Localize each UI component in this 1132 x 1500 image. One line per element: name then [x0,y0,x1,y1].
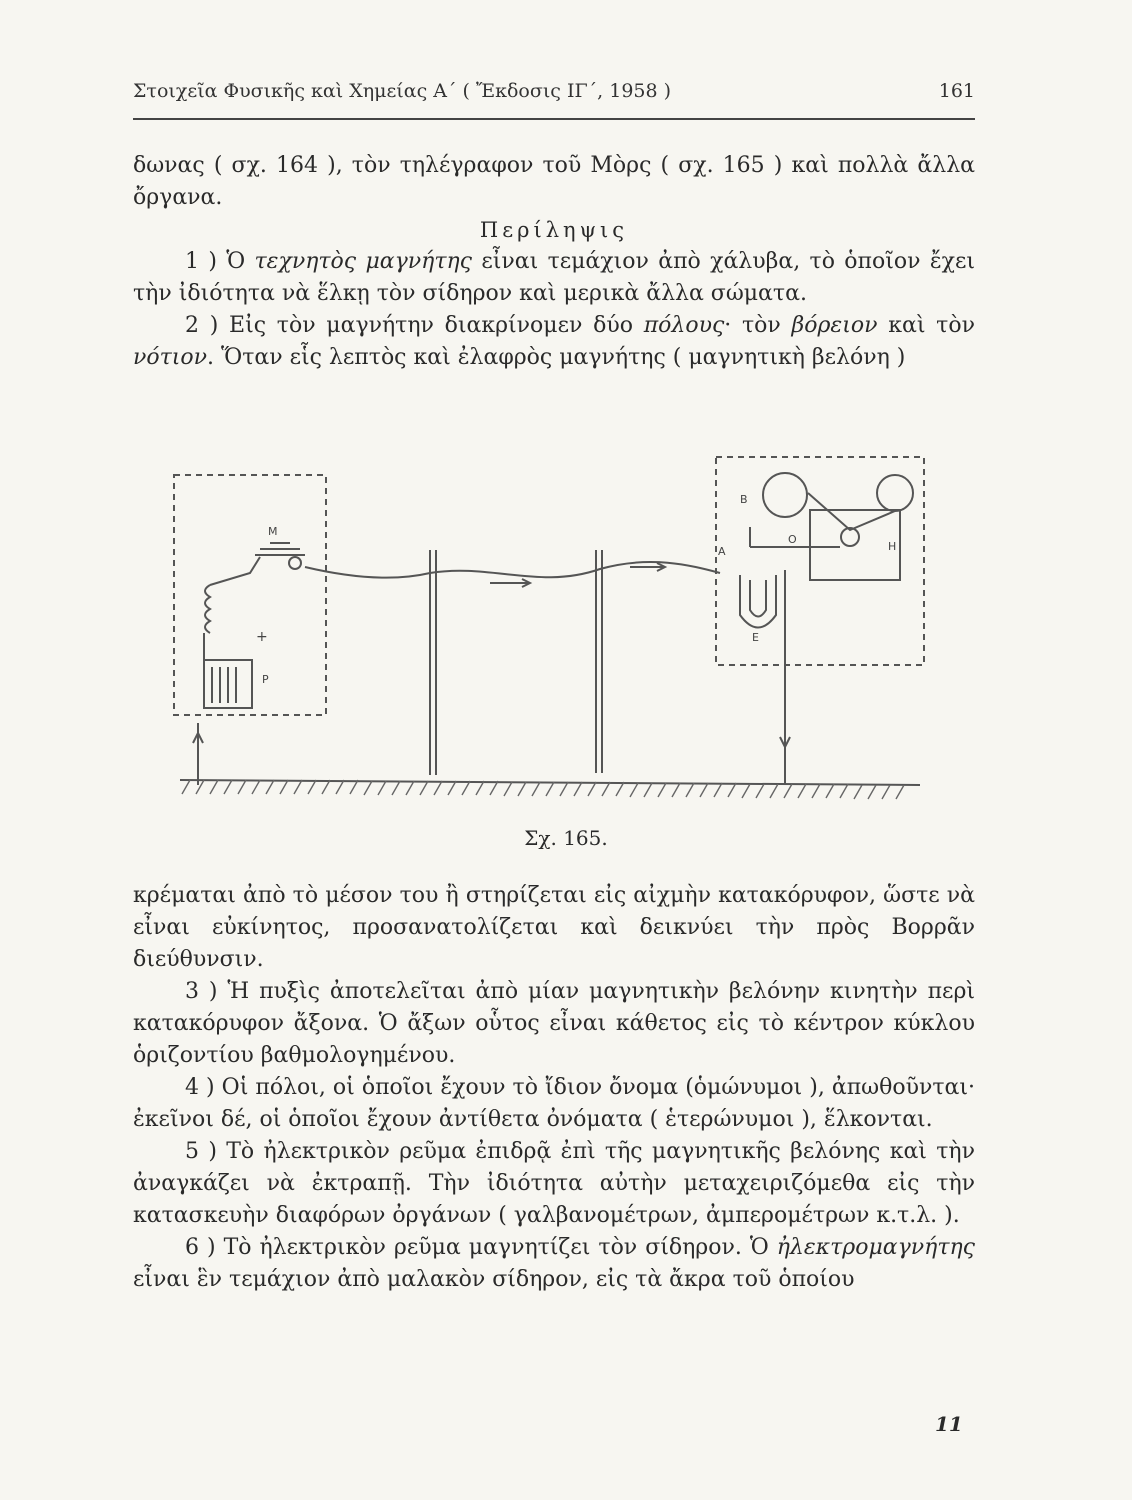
receiver-station-box [716,457,924,665]
paper-reel-1 [763,473,807,517]
label-e: E [752,631,759,644]
pole-2 [596,550,602,773]
label-m: Μ [268,525,278,538]
running-head [133,80,975,102]
figure-caption: Σχ. 165. [524,826,608,850]
ground-line [180,780,920,785]
sender-station-box [174,475,326,715]
telegraph-key [255,543,305,555]
label-b: B [740,493,748,506]
label-h: H [888,540,897,553]
summary-item-3: 3 ) Ἡ πυξὶς ἀποτελεῖται ἀπὸ μίαν μαγνητικὴν βελόνην κινητὴν περὶ κατακόρυφον ἄξονα. Ὁ ἄξων οὗτος εἶναι κάθετος εἰς τὸ κέντρον κύκλου ὁριζοντίου βαθμολογημένου. [133,979,975,1068]
pole-1 [430,550,436,775]
label-a: A [718,545,726,558]
label-plus: + [256,629,268,645]
text-block-bottom [133,880,975,1296]
summary-heading: Περίληψις [479,218,629,242]
summary-item-2: 2 ) Εἰς τὸν μαγνήτην διακρίνομεν δύο πόλους· τὸν βόρειον καὶ τὸν νότιον. Ὅταν εἷς λεπτὸς καὶ ἐλαφρὸς μαγνήτης ( μαγνητικὴ βελόνη ) [133,313,975,370]
header-rule [133,118,975,120]
summary-item-4: 4 ) Οἱ πόλοι, οἱ ὁποῖοι ἔχουν τὸ ἴδιον ὄνομα (ὁμώνυμοι ), ἀπωθοῦνται· ἐκεῖνοι δέ, οἱ ὁποῖοι ἔχουν ἀντίθετα ὀνόματα ( ἑτερώνυμοι ), ἕλκονται. [133,1075,975,1132]
telegraph-figure [160,455,940,810]
signature-mark: 11 [935,1412,963,1436]
coil [205,585,210,633]
label-o: O [788,533,797,546]
summary-item-6: 6 ) Τὸ ἠλεκτρικὸν ρεῦμα μαγνητίζει τὸν σίδηρον. Ὁ ἠλεκτρομαγνήτης εἶναι ἓν τεμάχιον ἀπὸ μαλακὸν σίδηρον, εἰς τὰ ἄκρα τοῦ ὁποίου [133,1235,975,1292]
summary-item-1: 1 ) Ὁ τεχνητὸς μαγνήτης εἶναι τεμάχιον ἀπὸ χάλυβα, τὸ ὁποῖον ἔχει τὴν ἰδιότητα νὰ ἕλκῃ τὸν σίδηρον καὶ μερικὰ ἄλλα σώματα. [133,249,975,306]
text-block-top [133,150,975,374]
summary-item-2-continued: κρέμαται ἀπὸ τὸ μέσον του ἢ στηρίζεται εἰς αἰχμὴν κατακόρυφον, ὥστε νὰ εἶναι εὐκίνητος, προσανατολίζεται καὶ δεικνύει τὴν πρὸς Βορρᾶν διεύθυνσιν. [133,883,975,972]
running-title: Στοιχεῖα Φυσικῆς καὶ Χημείας Α΄ ( Ἔκδοσις ΙΓ΄, 1958 ) [133,80,672,102]
intro-paragraph: δωνας ( σχ. 164 ), τὸν τηλέγραφον τοῦ Μὸρς ( σχ. 165 ) καὶ πολλὰ ἄλλα ὄργανα. [133,153,975,210]
summary-item-5: 5 ) Τὸ ἠλεκτρικὸν ρεῦμα ἐπιδρᾷ ἐπὶ τῆς μαγνητικῆς βελόνης καὶ τὴν ἀναγκάζει νὰ ἐκτραπῇ. Τὴν ἰδιότητα αὐτὴν μεταχειριζόμεθα εἰς τὴν κατασκευὴν διαφόρων ὀργάνων ( γαλβανομέτρων, ἀμπερομέτρων κ.τ.λ. ). [133,1139,975,1228]
label-p: P [262,673,269,686]
page-number: 161 [938,80,975,102]
electromagnet [740,575,776,628]
paper-reel-2 [877,475,913,511]
